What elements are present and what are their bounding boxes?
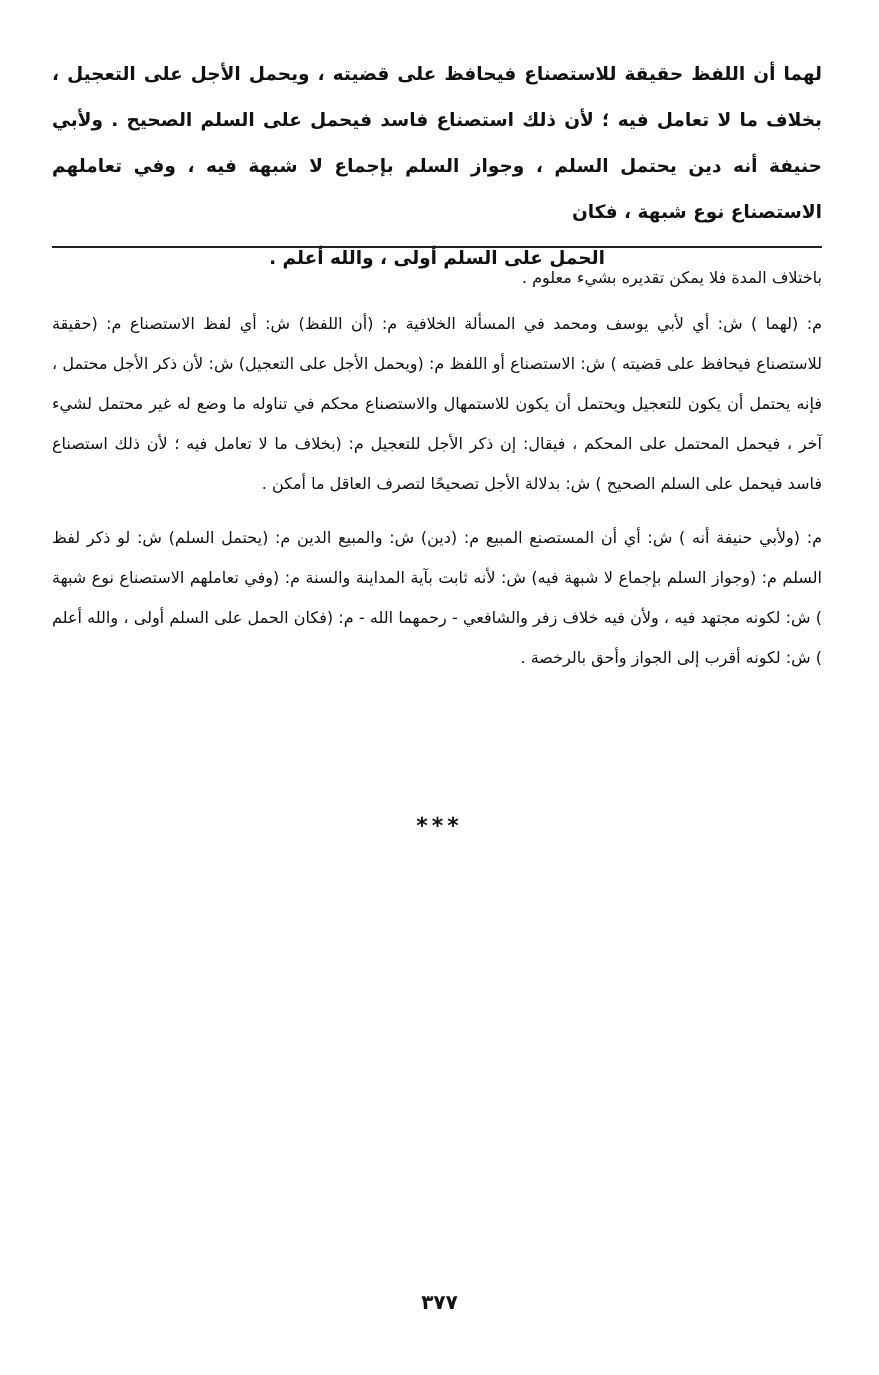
asterism-ornament: *** xyxy=(416,814,463,839)
footnotes-section xyxy=(52,258,822,692)
main-text-last-line: الحمل على السلم أولى ، والله أعلم . xyxy=(269,248,605,269)
main-text-body: لهما أن اللفظ حقيقة للاستصناع فيحافظ على قضيته ، ويحمل الأجل على التعجيل ، بخلاف ما لا تعامل فيه ؛ لأن ذلك استصناع فاسد فيحمل على السلم الصحيح . ولأبي حنيفة أنه دين يحتمل السلم ، وجواز السلم بإجماع لا شبهة فيه ، وفي تعاملهم الاستصناع نوع شبهة ، فكان xyxy=(52,64,822,223)
footnote-paragraph: م: (ولأبي حنيفة أنه ) ش: أي أن المستصنع المبيع م: (دين) ش: والمبيع الدين م: (يحتمل السلم) ش: لو ذكر لفظ السلم م: (وجواز السلم بإجماع لا شبهة فيه) ش: لأنه ثابت بآية المداينة والسنة م: (وفي تعاملهم الاستصناع نوع شبهة ) ش: لكونه مجتهد فيه ، ولأن فيه خلاف زفر والشافعي - رحمهما الله - م: (فكان الحمل على السلم أولى ، والله أعلم ) ش: لكونه أقرب إلى الجواز وأحق بالرخصة . xyxy=(52,528,822,667)
footnote-paragraph: م: (لهما ) ش: أي لأبي يوسف ومحمد في المسألة الخلافية م: (أن اللفظ) ش: أي لفظ الاستصناع م: (حقيقة للاستصناع فيحافظ على قضيته ) ش: الاستصناع أو اللفظ م: (ويحمل الأجل على التعجيل) ش: لأن ذكر الأجل محتمل ، فإنه يحتمل أن يكون للتعجيل ويحتمل أن يكون للاستمهال والاستصناع محكم في تناوله ما وضع له غير محتمل لشيء آخر ، فيحمل المحتمل على المحكم ، فيقال: إن ذكر الأجل للتعجيل م: (بخلاف ما لا تعامل فيه ؛ لأن ذلك استصناع فاسد فيحمل على السلم الصحيح ) ش: بدلالة الأجل تصحيحًا لتصرف العاقل ما أمكن . xyxy=(52,314,822,493)
footnote-paragraph: باختلاف المدة فلا يمكن تقديره بشيء معلوم . xyxy=(521,268,822,287)
footnote-divider xyxy=(52,246,822,248)
page-number: ٣٧٧ xyxy=(421,1290,458,1314)
